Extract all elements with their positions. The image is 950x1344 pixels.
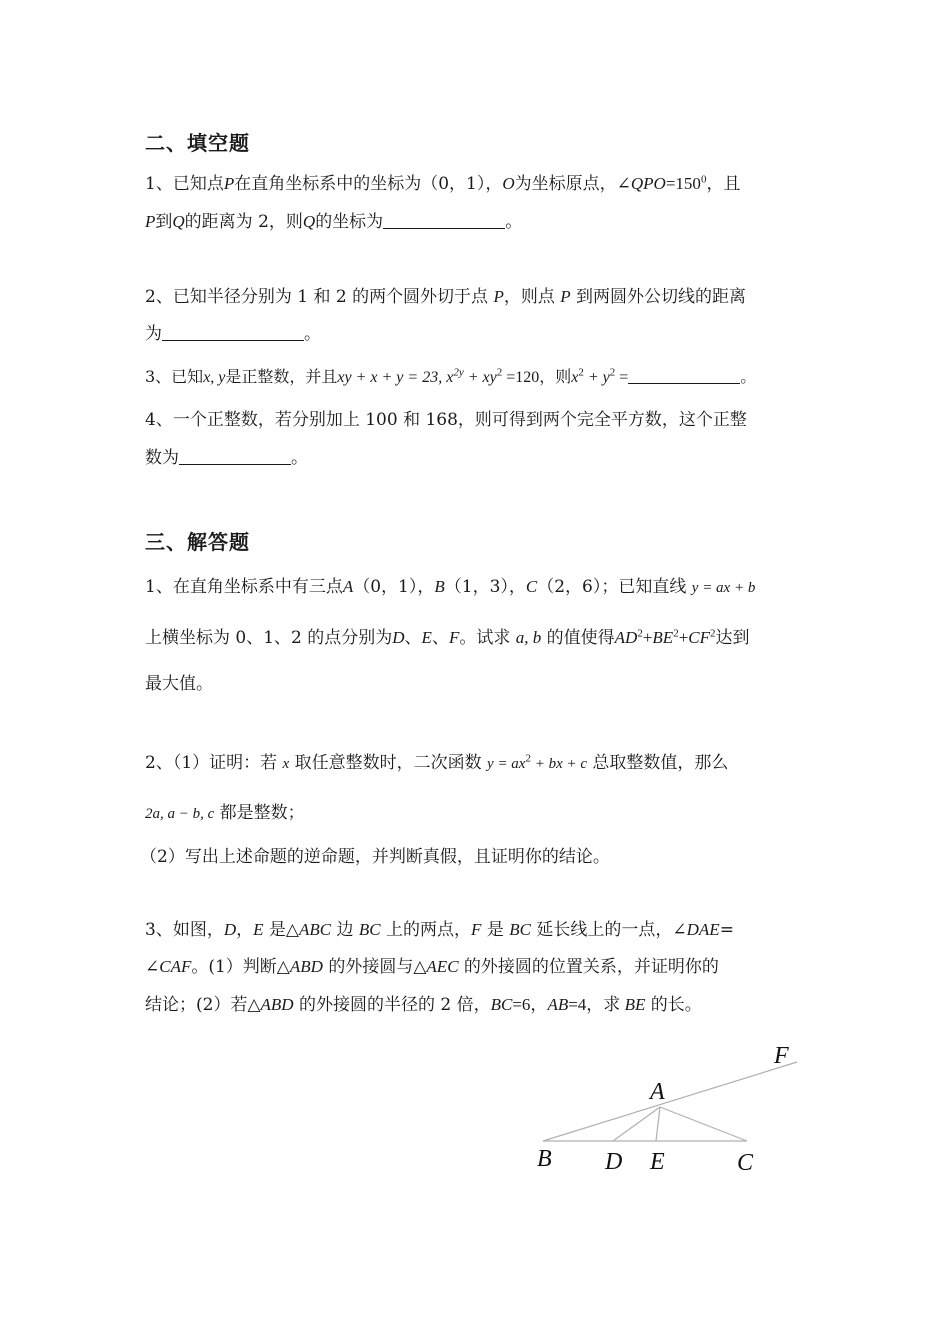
var-E: E	[253, 920, 264, 939]
text: 的值使得	[541, 628, 615, 648]
text: 是正整数，并且	[225, 367, 338, 386]
s3-q2-line1	[145, 751, 728, 776]
text: +	[678, 628, 689, 647]
text: 的外接圆的半径的 2 倍，	[293, 995, 491, 1015]
text: 到	[155, 212, 173, 232]
var-C: C	[525, 577, 538, 596]
math-expr: 2a, a − b, c	[145, 806, 215, 822]
label-D: D	[605, 1149, 623, 1175]
var-P: P	[223, 174, 235, 193]
superscript: 2	[710, 627, 716, 640]
text: 3、已知	[145, 367, 204, 386]
var-D: D	[223, 920, 237, 939]
var-ABD: ABD	[260, 995, 294, 1014]
var-BC: BC	[490, 995, 513, 1014]
text: 上横坐标为 0、1、2 的点分别为	[145, 628, 393, 648]
text: 取任意整数时，二次函数	[289, 753, 488, 773]
section-heading-solve: 三、解答题	[145, 530, 250, 554]
var-P: P	[560, 287, 571, 306]
text: （2，6）；已知直线	[537, 577, 692, 597]
label-E: E	[650, 1149, 665, 1175]
s2-q2-line1	[145, 285, 746, 309]
var-F: F	[448, 628, 460, 647]
var-B: B	[434, 577, 445, 596]
text: 是	[481, 920, 510, 940]
text: 。	[304, 324, 321, 344]
text: 都是整数；	[214, 803, 305, 823]
var-Q: Q	[172, 212, 185, 231]
text: 1、已知点	[145, 174, 224, 194]
text: 。	[291, 448, 308, 468]
superscript: 2	[578, 366, 584, 379]
text: 到两圆外公切线的距离	[570, 287, 747, 307]
s2-q1-line2	[145, 210, 522, 234]
var-x: x	[282, 756, 290, 772]
text: 为坐标原点，∠	[514, 174, 631, 194]
superscript: 2	[637, 627, 643, 640]
text: 总取整数值，那么	[587, 753, 729, 773]
text: 上的两点，	[380, 920, 472, 940]
label-B: B	[537, 1146, 552, 1172]
section-heading-fill-in: 二、填空题	[145, 131, 250, 155]
var-P: P	[145, 212, 156, 231]
math-equation: xy + x + y = 23, x	[337, 369, 454, 386]
var-BC: BC	[509, 920, 531, 939]
var-O: O	[502, 174, 515, 193]
text: 。(1）判断△	[191, 957, 290, 977]
var-CF: CF	[688, 628, 711, 647]
text: 的长。	[645, 995, 702, 1015]
text: 延长线上的一点，∠	[530, 920, 687, 940]
text: 。试求	[459, 628, 516, 648]
math-vars: x, y	[203, 369, 226, 386]
var-AB: AB	[547, 995, 569, 1014]
var-Q: Q	[302, 212, 316, 231]
label-F: F	[774, 1043, 789, 1069]
s2-q2-line2	[145, 322, 321, 346]
var-BC: BC	[358, 920, 381, 939]
var-D: D	[392, 628, 405, 647]
var-QPO: QPO	[630, 174, 666, 193]
text: 是△	[263, 920, 299, 940]
text: 边	[331, 920, 359, 940]
var-E: E	[421, 628, 432, 647]
math-equation: y = ax + b	[691, 580, 756, 596]
math-function: + bx + c	[530, 756, 588, 772]
text: 为	[145, 324, 162, 344]
text: 的外接圆的位置关系，并证明你的	[458, 957, 719, 977]
superscript: 2	[673, 627, 679, 640]
var-P: P	[493, 287, 504, 306]
math-vars: a, b	[515, 628, 542, 647]
answer-blank[interactable]	[383, 212, 505, 229]
text: 、	[431, 628, 449, 648]
s2-q4-line2	[145, 446, 308, 470]
math-equation: + xy	[463, 369, 497, 386]
var-BE: BE	[624, 995, 646, 1014]
s3-q1-line1	[145, 575, 755, 600]
text: 达到	[715, 628, 750, 648]
math-function: y = ax	[487, 756, 526, 772]
superscript: 2	[609, 366, 616, 379]
text: =4，求	[568, 995, 625, 1014]
answer-blank[interactable]	[179, 448, 291, 465]
s3-q1-line2	[145, 626, 750, 650]
answer-blank[interactable]	[162, 324, 304, 341]
s2-q4-line1: 4、一个正整数，若分别加上 100 和 168，则可得到两个完全平方数，这个正整	[145, 410, 747, 430]
s3-q1-line3: 最大值。	[145, 674, 213, 694]
var-BE: BE	[652, 628, 674, 647]
text: ，则	[539, 367, 572, 386]
text: 结论；(2）若△	[145, 995, 261, 1015]
text: 。	[505, 212, 523, 232]
text: 。	[740, 367, 757, 386]
label-C: C	[737, 1150, 754, 1176]
var-ABC: ABC	[298, 920, 332, 939]
superscript: 0	[700, 173, 707, 186]
text: +	[642, 628, 653, 647]
text: =	[615, 369, 629, 386]
text: 的距离为 2，则	[184, 212, 303, 232]
text: ，则点	[503, 287, 561, 307]
var-CAF: CAF	[159, 957, 192, 976]
text: ，	[236, 920, 254, 940]
superscript: 2	[496, 366, 503, 379]
label-A: A	[650, 1079, 665, 1105]
text: =	[719, 920, 734, 940]
text: 在直角坐标系中的坐标为（0，1），	[234, 174, 503, 194]
superscript: 2y	[453, 366, 464, 379]
text: 1、在直角坐标系中有三点	[145, 577, 343, 597]
text: （0，1），	[353, 577, 435, 597]
line-BF	[543, 1062, 797, 1141]
s3-q3-line2	[145, 955, 719, 979]
var-F: F	[471, 920, 482, 939]
s3-q3-line3	[145, 993, 702, 1017]
s3-q2-line3: （2）写出上述命题的逆命题，并判断真假，且证明你的结论。	[140, 847, 610, 867]
s3-q2-line2	[145, 801, 305, 826]
segment-AC	[660, 1107, 747, 1141]
text: 、	[404, 628, 422, 648]
var-AEC: AEC	[426, 957, 459, 976]
text: 2、（1）证明：若	[145, 753, 283, 773]
geometry-figure	[520, 1035, 820, 1185]
var-AD: AD	[614, 628, 638, 647]
text: =150	[665, 174, 701, 193]
text: 3、如图，	[145, 920, 224, 940]
math-expr: x	[571, 369, 579, 386]
s3-q3-line1	[145, 918, 734, 942]
text: =6，	[512, 995, 548, 1014]
math-expr: + y	[583, 369, 610, 386]
answer-blank[interactable]	[628, 367, 740, 384]
var-DAE: DAE	[686, 920, 720, 939]
segment-AE	[656, 1107, 660, 1141]
text: （1，3），	[444, 577, 526, 597]
math-equation: =120	[502, 369, 540, 386]
text: 的外接圆与△	[322, 957, 427, 977]
s2-q1-line1	[145, 172, 740, 196]
var-A: A	[342, 577, 354, 596]
text: 数为	[145, 448, 179, 468]
text: ，且	[706, 174, 741, 194]
s2-q3-line	[145, 365, 756, 390]
text: 的坐标为	[315, 212, 384, 232]
superscript: 2	[525, 752, 531, 765]
var-ABD: ABD	[289, 957, 323, 976]
text: ∠	[145, 957, 160, 977]
text: 2、已知半径分别为 1 和 2 的两个圆外切于点	[145, 287, 494, 307]
